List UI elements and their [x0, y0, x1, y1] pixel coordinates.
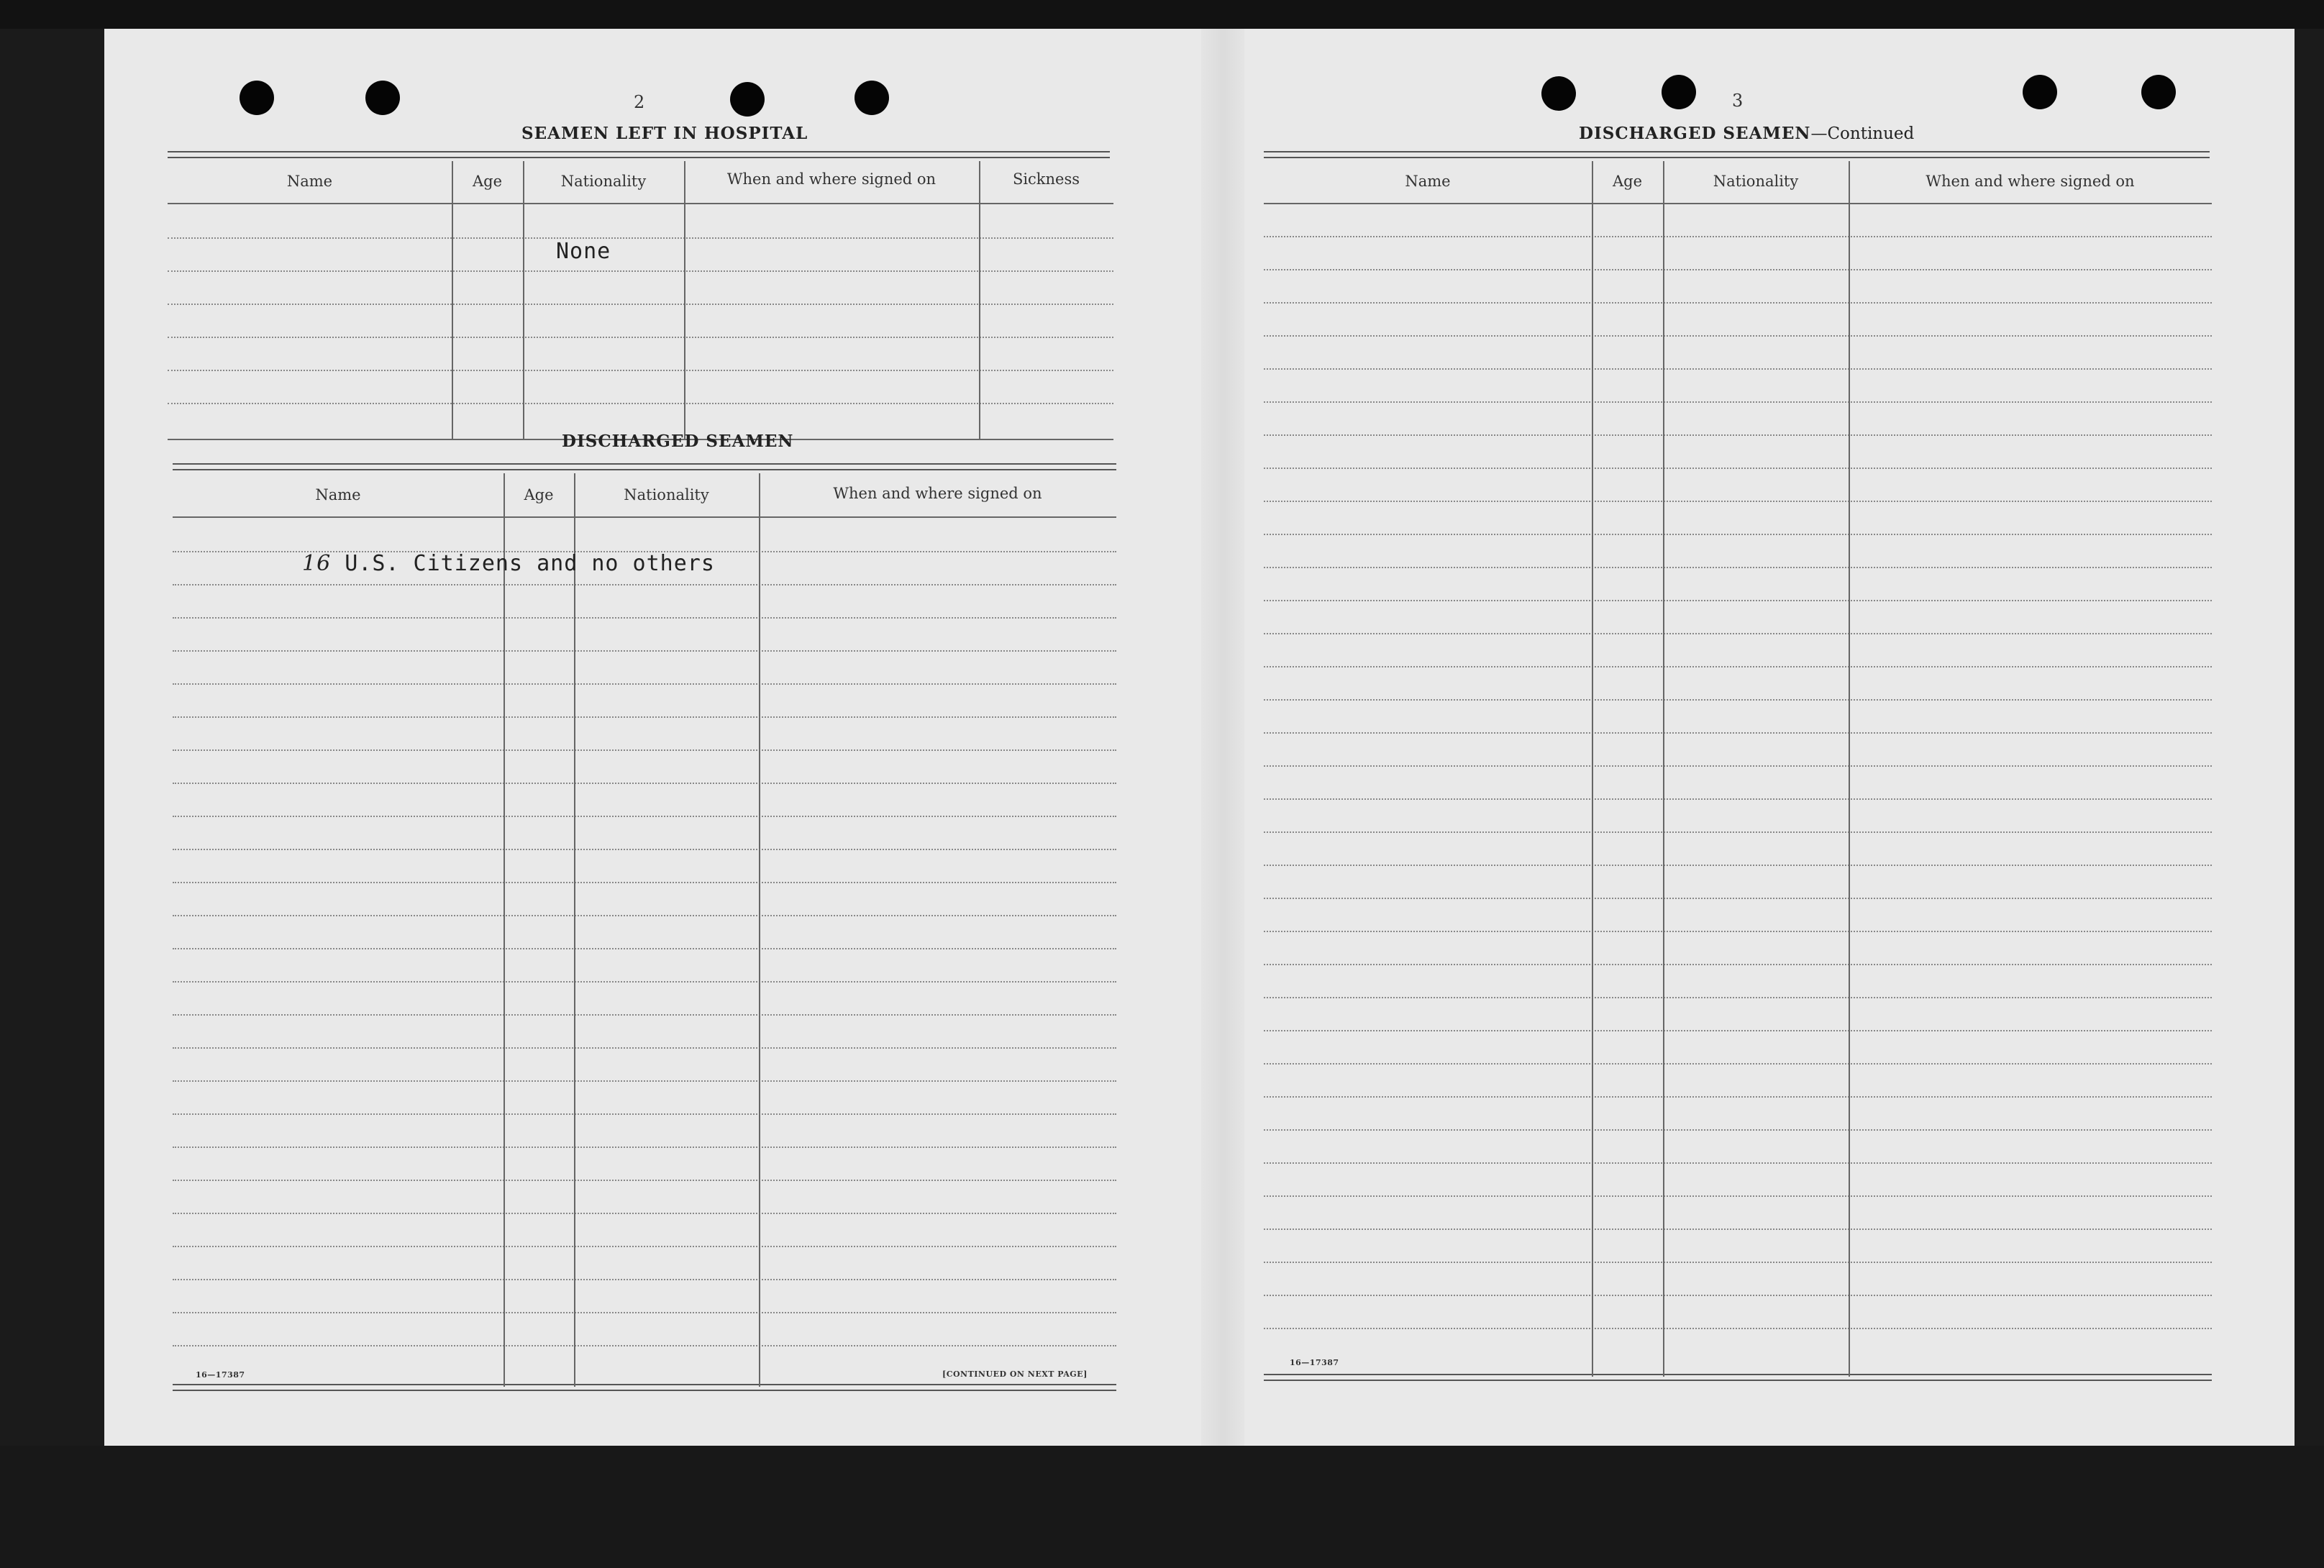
table-top-rule: [173, 463, 1116, 470]
punch-hole: [730, 82, 765, 117]
punch-hole: [240, 81, 274, 115]
hospital-section-title: SEAMEN LEFT IN HOSPITAL: [521, 124, 808, 143]
row-line: [1264, 1096, 2212, 1098]
row-line: [173, 915, 1116, 916]
row-line: [1264, 831, 2212, 833]
column-divider: [1592, 161, 1593, 1377]
page-number-right: 3: [1732, 91, 1744, 111]
row-line: [173, 1345, 1116, 1346]
row-line: [1264, 269, 2212, 270]
row-line: [168, 237, 1113, 239]
column-header-nationality: Nationality: [560, 173, 647, 190]
row-line: [1264, 434, 2212, 436]
row-line: [173, 1014, 1116, 1016]
row-line: [173, 749, 1116, 751]
row-line: [1264, 534, 2212, 535]
column-divider: [1663, 161, 1664, 1377]
punch-hole: [855, 81, 889, 115]
row-line: [1264, 1328, 2212, 1329]
row-line: [173, 1147, 1116, 1148]
column-header-name: Name: [1405, 173, 1451, 190]
column-divider: [503, 473, 505, 1387]
form-number-left: 16—17387: [196, 1370, 245, 1380]
row-line: [1264, 1030, 2212, 1031]
header-rule: [173, 516, 1116, 518]
row-line: [173, 584, 1116, 585]
row-line: [1264, 798, 2212, 800]
row-line: [1264, 765, 2212, 767]
column-header-signed-on: When and where signed on: [1926, 173, 2135, 190]
punch-hole: [2023, 75, 2057, 109]
column-header-age: Age: [472, 173, 503, 190]
row-line: [1264, 401, 2212, 403]
row-line: [1264, 1229, 2212, 1230]
discharged-entry-text: U.S. Citizens and no others: [345, 551, 715, 576]
row-line: [1264, 1063, 2212, 1065]
row-line: [1264, 732, 2212, 734]
column-header-age: Age: [1612, 173, 1643, 190]
row-line: [1264, 1129, 2212, 1131]
row-line: [1264, 1262, 2212, 1263]
column-divider: [684, 161, 685, 439]
row-line: [173, 1279, 1116, 1280]
column-divider: [759, 473, 760, 1387]
row-line: [1264, 1162, 2212, 1164]
row-line: [173, 683, 1116, 685]
row-line: [168, 370, 1113, 371]
row-line: [1264, 633, 2212, 634]
row-line: [173, 617, 1116, 619]
table-top-rule: [1264, 151, 2210, 158]
column-header-nationality: Nationality: [624, 486, 709, 503]
continued-note: [CONTINUED ON NEXT PAGE]: [942, 1369, 1088, 1379]
page-number-left: 2: [634, 92, 645, 112]
header-rule: [1264, 203, 2212, 204]
row-line: [168, 304, 1113, 305]
hospital-nationality-entry: None: [556, 239, 611, 264]
row-line: [168, 337, 1113, 338]
column-header-signed-on: When and where signed on: [726, 170, 937, 188]
table-top-rule: [168, 151, 1110, 158]
hospital-table: [168, 151, 1113, 447]
row-line: [1264, 997, 2212, 998]
discharged-section-title: DISCHARGED SEAMEN: [562, 432, 794, 451]
row-line: [173, 948, 1116, 949]
row-line: [1264, 898, 2212, 899]
discharged-count: 16: [302, 551, 332, 576]
discharged-table-right: [1264, 151, 2212, 1384]
row-line: [168, 403, 1113, 404]
row-line: [173, 650, 1116, 652]
discharged-entry: [302, 551, 715, 576]
row-line: [1264, 368, 2212, 370]
page-gutter: [1201, 29, 1244, 1446]
discharged-continued-title-text: DISCHARGED SEAMEN: [1579, 124, 1811, 143]
row-line: [173, 716, 1116, 718]
row-line: [1264, 699, 2212, 701]
row-line: [173, 1113, 1116, 1115]
row-line: [1264, 666, 2212, 667]
column-header-signed-on: When and where signed on: [833, 485, 1042, 502]
row-line: [1264, 600, 2212, 601]
row-line: [1264, 865, 2212, 866]
row-line: [1264, 567, 2212, 568]
column-divider: [1849, 161, 1850, 1377]
row-line: [173, 849, 1116, 850]
row-line: [168, 270, 1113, 272]
discharged-continued-title: [1579, 124, 1914, 143]
table-bottom-rule: [1264, 1374, 2212, 1381]
document-sheet: [104, 29, 2295, 1446]
row-line: [173, 1080, 1116, 1082]
row-line: [1264, 964, 2212, 965]
row-line: [173, 1213, 1116, 1214]
punch-hole: [1662, 75, 1696, 109]
punch-hole: [365, 81, 400, 115]
row-line: [1264, 302, 2212, 304]
column-divider: [452, 161, 453, 439]
form-number-right: 16—17387: [1290, 1358, 1339, 1367]
row-line: [173, 783, 1116, 784]
punch-hole: [1541, 76, 1576, 111]
row-line: [1264, 468, 2212, 469]
header-rule: [168, 203, 1113, 204]
scan-border-top: [0, 0, 2324, 29]
row-line: [173, 1312, 1116, 1313]
row-line: [1264, 501, 2212, 502]
row-line: [173, 981, 1116, 983]
discharged-table-left: [173, 463, 1116, 1398]
punch-hole: [2141, 75, 2176, 109]
row-line: [173, 1047, 1116, 1049]
column-header-sickness: Sickness: [1012, 170, 1080, 188]
row-line: [1264, 1295, 2212, 1296]
column-divider: [574, 473, 575, 1387]
column-header-name: Name: [315, 486, 361, 503]
continued-suffix: —Continued: [1810, 124, 1915, 143]
row-line: [173, 816, 1116, 817]
column-header-nationality: Nationality: [1713, 173, 1799, 190]
column-divider: [979, 161, 980, 439]
row-line: [1264, 236, 2212, 237]
scan-border-bottom: [0, 1446, 2324, 1568]
row-line: [173, 882, 1116, 883]
row-line: [173, 1246, 1116, 1247]
row-line: [1264, 1195, 2212, 1197]
table-bottom-rule: [173, 1384, 1116, 1391]
row-line: [173, 1180, 1116, 1181]
column-divider: [523, 161, 524, 439]
column-header-age: Age: [524, 486, 554, 503]
row-line: [1264, 335, 2212, 337]
column-header-name: Name: [286, 173, 333, 190]
row-line: [1264, 931, 2212, 932]
